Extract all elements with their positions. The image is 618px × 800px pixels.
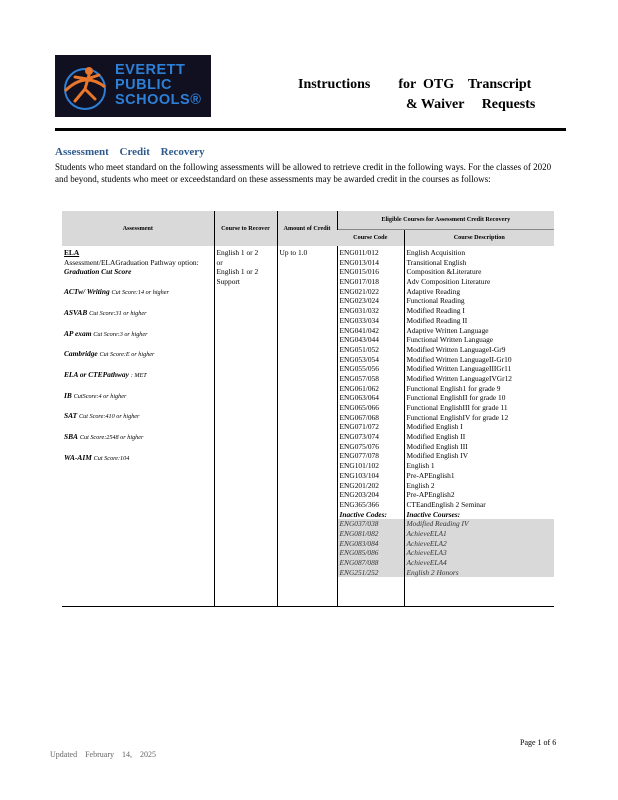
- inactive-course-code: ENG083/084: [338, 539, 404, 549]
- course-description: Modified English I: [406, 422, 463, 432]
- course-code: ENG055/056: [339, 364, 379, 374]
- assessment-item: WA-AIM Cut Score:104: [64, 452, 130, 462]
- course-code: ENG051/052: [339, 344, 379, 354]
- course-code: ENG365/366: [339, 499, 379, 509]
- assessment-item: AP exam Cut Score:3 or higher: [64, 328, 148, 338]
- inactive-course-code: ENG081/082: [338, 529, 404, 539]
- course-description: English 1: [406, 461, 435, 471]
- header-course-code: Course Code: [337, 230, 404, 247]
- course-description: Functional EnglishIII for grade 11: [406, 403, 508, 412]
- inactive-course-description: AchieveELA2: [405, 539, 555, 549]
- course-code: ENG063/064: [339, 393, 379, 403]
- course-code: ENG067/068: [339, 412, 379, 422]
- course-code: ENG201/202: [339, 480, 379, 490]
- course-code: ENG017/018: [339, 277, 379, 287]
- course-description: Modified Written LanguageI-Gr9: [406, 344, 506, 354]
- course-code: ENG061/062: [339, 383, 379, 393]
- page-title: [298, 75, 548, 115]
- ela-desc: Assessment/ELAGraduation Pathway option:: [64, 257, 199, 267]
- header-eligible: Eligible Courses for Assessment Credit Recovery: [337, 211, 554, 230]
- assessment-item: IB CutScore:4 or higher: [64, 390, 127, 400]
- course-code: ENG011/012: [339, 248, 379, 257]
- assessment-item: Cambridge Cut Score:E or higher: [64, 349, 155, 359]
- course-description: Adv Composition Literature: [406, 277, 491, 287]
- course-description: Composition &Literature: [406, 267, 482, 277]
- course-code: ENG041/042: [339, 325, 379, 335]
- section-heading: Assessment Credit Recovery: [55, 146, 205, 158]
- course-code: ENG033/034: [339, 315, 379, 325]
- course-description: Functional Written Language: [406, 335, 494, 345]
- assessment-item: SAT Cut Score:410 or higher: [64, 411, 140, 421]
- course-description: Modified Written LanguageII-Gr10: [406, 354, 512, 364]
- header-divider: [55, 128, 566, 131]
- course-code: ENG203/204: [339, 490, 379, 500]
- inactive-course-description: AchieveELA1: [405, 529, 555, 539]
- course-description: Functional EnglishII for grade 10: [406, 393, 506, 403]
- ela-label: ELA: [64, 248, 80, 257]
- updated-date: Updated February 14, 2025: [50, 750, 156, 759]
- inactive-codes-label: Inactive Codes:: [339, 509, 387, 519]
- course-description: CTEandEnglish 2 Seminar: [406, 499, 486, 509]
- course-code: ENG057/058: [339, 373, 379, 383]
- course-code: ENG031/032: [339, 306, 379, 316]
- inactive-course-description: AchieveELA4: [405, 558, 555, 568]
- course-to-recover-cell: English 1 or 2 or English 1 or 2 Support: [214, 246, 277, 607]
- course-description: Transitional English: [406, 257, 467, 267]
- inactive-courses-label: Inactive Courses:: [406, 509, 461, 519]
- assessment-item: ACTw/ Writing Cut Score:14 or higher: [64, 287, 169, 297]
- course-code: ENG021/022: [339, 286, 379, 296]
- page-number: Page 1 of 6: [520, 738, 557, 747]
- course-description: Modified English II: [406, 432, 466, 442]
- inactive-course-code: ENG087/088: [338, 558, 404, 568]
- assessment-item: SBA Cut Score:2548 or higher: [64, 432, 144, 442]
- course-description: Modified English IV: [406, 451, 469, 461]
- inactive-course-code: ENG037/038: [338, 519, 404, 529]
- course-description: Modified English III: [406, 441, 468, 451]
- title-line-1: Instructions for OTG Transcript: [298, 77, 532, 92]
- inactive-course-description: Modified Reading IV: [405, 519, 555, 529]
- course-code: ENG023/024: [339, 296, 379, 306]
- course-description: Modified Written LanguageIIIGr11: [406, 364, 512, 374]
- course-description: Adaptive Reading: [406, 286, 461, 296]
- inactive-course-code: ENG251/252: [338, 568, 404, 578]
- assessment-item: ASVAB Cut Score:31 or higher: [64, 307, 147, 317]
- course-description: English Acquisition: [406, 248, 466, 257]
- course-code: ENG103/104: [339, 470, 379, 480]
- assessment-cell: [62, 246, 214, 607]
- course-code: ENG053/054: [339, 354, 379, 364]
- course-description: Modified Reading II: [406, 315, 468, 325]
- course-description: Adaptive Written Language: [406, 325, 489, 335]
- inactive-course-code: ENG085/086: [338, 548, 404, 558]
- course-code: ENG073/074: [339, 432, 379, 442]
- course-description: Modified Reading I: [406, 306, 465, 316]
- header-course-desc: Course Description: [404, 230, 554, 247]
- title-line-2: & Waiver Requests: [406, 97, 536, 112]
- course-code: ENG101/102: [339, 461, 379, 471]
- assessment-item: ELA or CTEPathway : MET: [64, 369, 147, 379]
- header-assessment: Assessment: [62, 211, 214, 246]
- header-course-to-recover: Course to Recover: [214, 211, 277, 246]
- course-description: Functional Reading: [406, 296, 465, 306]
- course-code-cell: [337, 246, 404, 607]
- course-desc-cell: [404, 246, 554, 607]
- intro-paragraph: Students who meet standard on the following assessments will be allowed to retrieve credit in the following ways. For the classes of 2020 and beyond, students who meet or exceedstandard on these assessments may be awarded credit in the courses as follows:: [55, 162, 552, 184]
- ela-score: Graduation Cut Score: [64, 267, 132, 277]
- course-code: ENG065/066: [339, 403, 379, 412]
- course-code: ENG013/014: [339, 257, 379, 267]
- inactive-course-description: English 2 Honors: [405, 568, 555, 578]
- course-description: Pre-APEnglish2: [406, 490, 455, 500]
- course-code: ENG015/016: [339, 267, 379, 277]
- course-description: Pre-APEnglish1: [406, 470, 455, 480]
- course-description: Functional EnglishIV for grade 12: [406, 412, 509, 422]
- course-code: ENG075/076: [339, 441, 379, 451]
- credit-recovery-table: [62, 211, 554, 607]
- logo-wordmark: EVERETT PUBLIC SCHOOLS®: [115, 62, 202, 108]
- course-code: ENG077/078: [339, 451, 379, 461]
- header-amount: Amount of Credit: [277, 211, 337, 246]
- course-code: ENG043/044: [339, 335, 379, 345]
- course-code: ENG071/072: [339, 422, 379, 432]
- amount-cell: Up to 1.0: [277, 246, 337, 607]
- leaping-figure-icon: [59, 61, 111, 113]
- course-description: Modified Written LanguageIVGr12: [406, 373, 512, 383]
- course-description: Functional English1 for grade 9: [406, 383, 501, 393]
- district-logo: [55, 55, 211, 117]
- inactive-course-description: AchieveELA3: [405, 548, 555, 558]
- course-description: English 2: [406, 480, 435, 490]
